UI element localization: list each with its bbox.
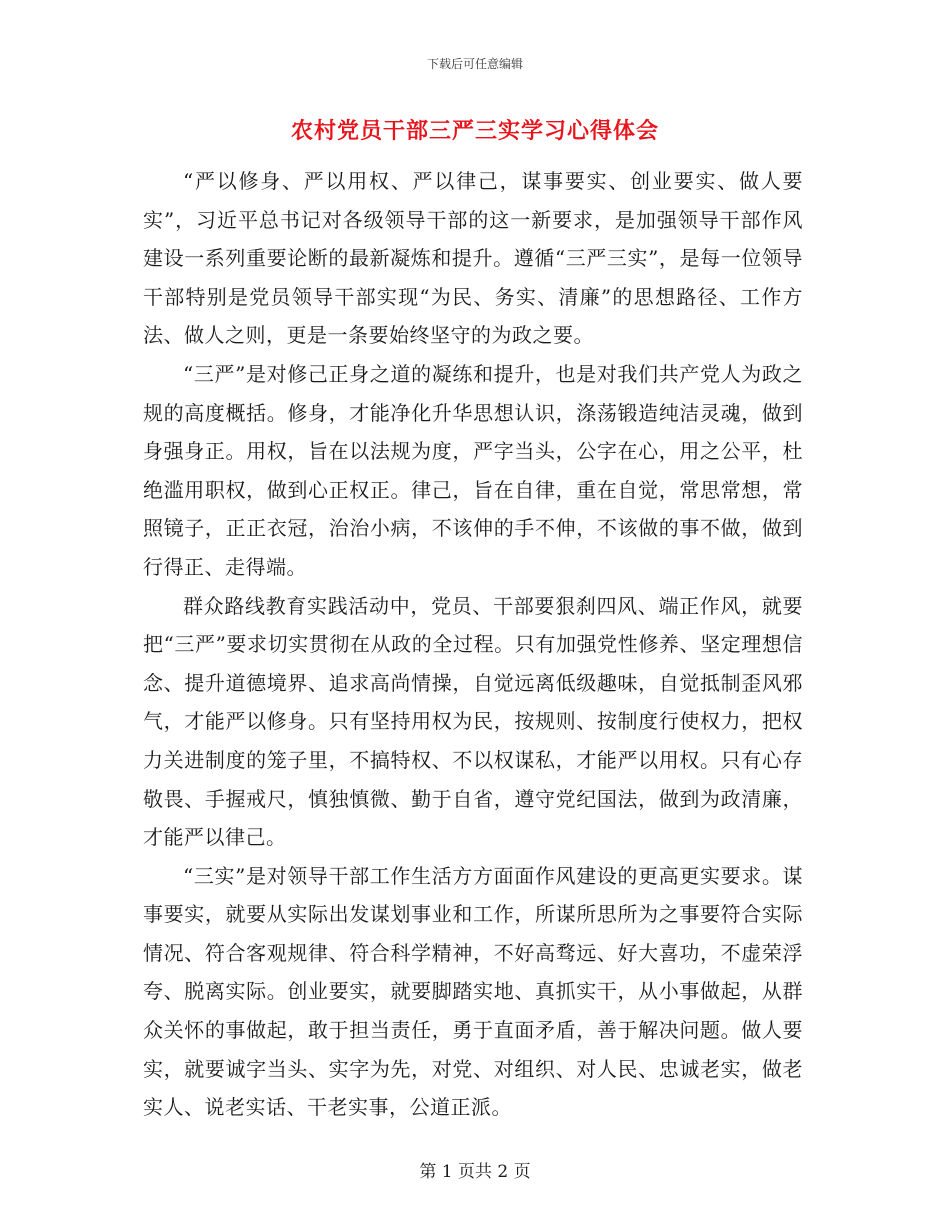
document-body	[143, 162, 803, 1127]
paragraph-4: “三实”是对领导干部工作生活方方面面作风建设的更高更实要求。谋事要实，就要从实际出发谋划事业和工作，所谋所思所为之事要符合实际情况、符合客观规律、符合科学精神，不好高骛远、好大喜功，不虚荣浮夸、脱离实际。创业要实，就要脚踏实地、真抓实干，从小事做起，从群众关怀的事做起，敢于担当责任，勇于直面矛盾，善于解决问题。做人要实，就要诚字当头、实字为先，对党、对组织、对人民、忠诚老实，做老实人、说老实话、干老实事，公道正派。	[143, 863, 803, 1120]
page-number: 第 1 页共 2 页	[419, 1162, 531, 1182]
document-title: 农村党员干部三严三实学习心得体会	[290, 118, 659, 144]
paragraph-2: “三严”是对修己正身之道的凝练和提升，也是对我们共产党人为政之规的高度概括。修身，才能净化升华思想认识，涤荡锻造纯洁灵魂，做到身强身正。用权，旨在以法规为度，严字当头，公字在心，用之公平，杜绝滥用职权，做到心正权正。律己，旨在自律，重在自觉，常思常想，常照镜子，正正衣冠，治治小病，不该伸的手不伸，不该做的事不做，做到行得正、走得端。	[143, 361, 803, 579]
paragraph-1: “严以修身、严以用权、严以律己，谋事要实、创业要实、做人要实”，习近平总书记对各级领导干部的这一新要求，是加强领导干部作风建设一系列重要论断的最新凝炼和提升。遵循“三严三实”，是每一位领导干部特别是党员领导干部实现“为民、务实、清廉”的思想路径、工作方法、做人之则，更是一条要始终坚守的为政之要。	[143, 169, 803, 348]
page-header-note: 下载后可任意编辑	[426, 57, 523, 71]
paragraph-3: 群众路线教育实践活动中，党员、干部要狠刹四风、端正作风，就要把“三严”要求切实贯彻在从政的全过程。只有加强党性修养、坚定理想信念、提升道德境界、追求高尚情操，自觉远离低级趣味，自觉抵制歪风邪气，才能严以修身。只有坚持用权为民，按规则、按制度行使权力，把权力关进制度的笼子里，不搞特权、不以权谋私，才能严以用权。只有心存敬畏、手握戒尺，慎独慎微、勤于自省，遵守党纪国法，做到为政清廉，才能严以律己。	[143, 593, 803, 850]
